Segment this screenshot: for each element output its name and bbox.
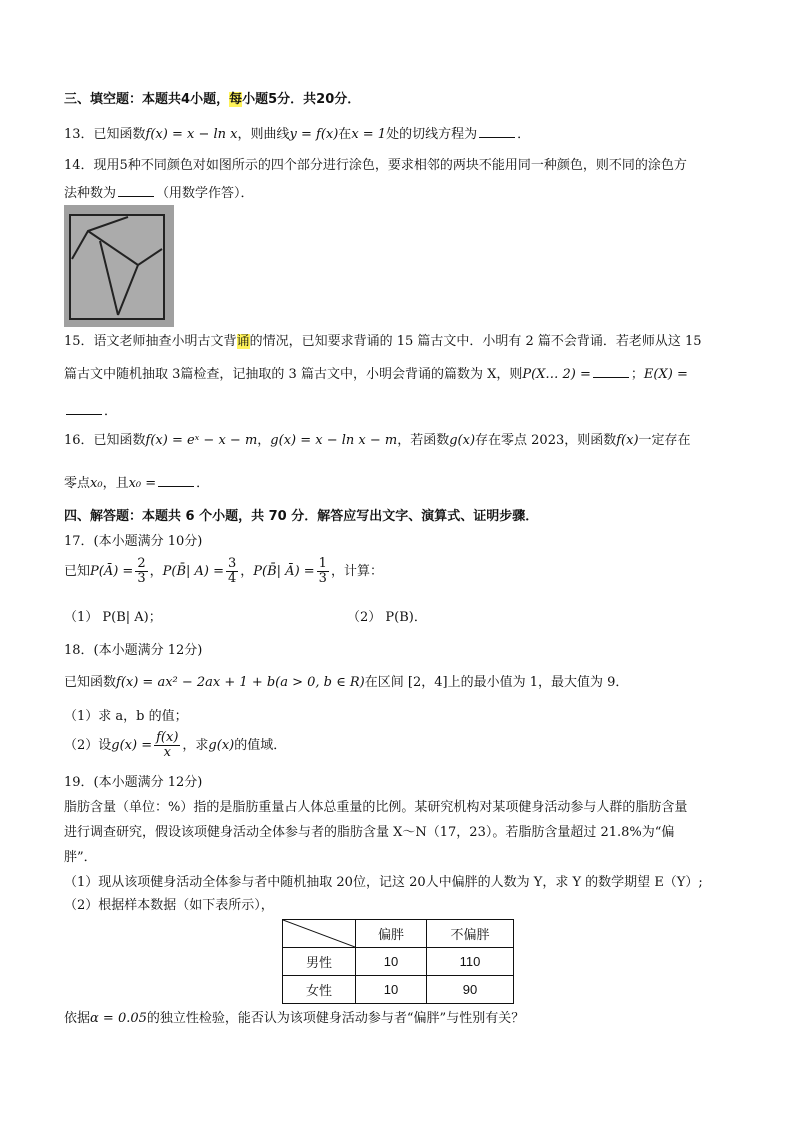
question-19-para2: 进行调查研究，假设该项健身活动全体参与者的脂肪含量 X～N（17，23）。若脂肪含量超过 21.8%为“偏 — [64, 825, 675, 840]
answer-blank — [118, 184, 154, 197]
question-17-header: 17．(本小题满分 10分) — [64, 534, 203, 549]
question-19-part2: （2）根据样本数据（如下表所示）， — [64, 898, 274, 913]
question-19-para3: 胖”． — [64, 850, 97, 865]
question-18-statement: 已知函数f(x) = ax² − 2ax + 1 + b(a > 0, b ∈ R)在区间 [2，4]上的最小值为 1，最大值为 9． — [64, 675, 629, 690]
question-17-part2: （2） P(B)． — [347, 610, 427, 625]
fraction: $\frac{1}{3}$ — [318, 556, 327, 586]
answer-blank — [593, 365, 629, 378]
diagonal-line — [283, 920, 355, 947]
table-cell: 10 — [356, 948, 427, 976]
fraction: $\frac{2}{3}$ — [137, 556, 146, 586]
table-cell: 女性 — [283, 976, 356, 1004]
question-18-part2: （2）设g(x) = $\frac{f(x)}{x}$ ，求g(x)的值域． — [64, 730, 287, 760]
table-cell: 110 — [427, 948, 514, 976]
question-17-given: 已知P(Ā) = $\frac{2}{3}$ ，P(B̄| A) = $\frac{3}{4}$ ，P(B̄| Ā) = $\frac{1}{3}$ ，计算： — [64, 556, 383, 586]
table-header-cell: 不偏胖 — [427, 920, 514, 948]
question-14-line2: 法种数为 （用数学作答）． — [64, 186, 254, 201]
question-16-line2: 零点x₀，且x₀ = ． — [64, 476, 210, 491]
question-16-line1: 16．已知函数f(x) = eˣ − x − m，g(x) = x − ln x − m，若函数g(x)存在零点 2023，则函数f(x)一定存在 — [64, 433, 691, 448]
table-cell: 90 — [427, 976, 514, 1004]
table-row — [283, 948, 514, 976]
question-17-part1: （1） P(B| A)； — [64, 610, 162, 625]
question-15-line3: ． — [64, 402, 117, 420]
answer-blank — [158, 474, 194, 487]
table-corner-cell — [283, 920, 356, 948]
table-row — [283, 976, 514, 1004]
answer-blank — [66, 402, 102, 415]
question-19-para1: 脂肪含量（单位：%）指的是脂肪重量占人体总重量的比例。某研究机构对某项健身活动参与人群的脂肪含量 — [64, 800, 688, 815]
answer-blank — [479, 125, 515, 138]
question-14-line1: 14．现用5种不同颜色对如图所示的四个部分进行涂色，要求相邻的两块不能用同一种颜色，则不同的涂色方 — [64, 158, 687, 173]
table-cell: 男性 — [283, 948, 356, 976]
table-cell: 10 — [356, 976, 427, 1004]
question-19-header: 19．(本小题满分 12分) — [64, 775, 203, 790]
section3-title: 三、填空题：本题共4小题，每小题5分．共20分． — [64, 92, 361, 107]
table-header-cell: 偏胖 — [356, 920, 427, 948]
sample-data-table — [282, 919, 514, 1004]
coloring-figure — [64, 205, 174, 327]
fraction: $\frac{3}{4}$ — [228, 556, 237, 586]
four-region-diagram — [64, 205, 174, 327]
question-15-line2: 篇古文中随机抽取 3篇检查，记抽取的 3 篇古文中，小明会背诵的篇数为 X，则P(X… 2) = ；E(X) = — [64, 367, 688, 382]
question-18-part1: （1）求 a，b 的值； — [64, 709, 188, 724]
question-15-line1: 15．语文老师抽查小明古文背诵的情况，已知要求背诵的 15 篇古文中．小明有 2 篇不会背诵．若老师从这 15 — [64, 334, 702, 349]
question-19-part1: （1）现从该项健身活动全体参与者中随机抽取 20位，记这 20人中偏胖的人数为 Y，求 Y 的数学期望 E（Y）; — [64, 875, 703, 890]
table-header-row — [283, 920, 514, 948]
section4-title: 四、解答题：本题共 6 个小题，共 70 分．解答应写出文字、演算式、证明步骤． — [64, 509, 539, 524]
question-19-conclusion: 依据α = 0.05的独立性检验，能否认为该项健身活动参与者“偏胖”与性别有关？ — [64, 1011, 525, 1026]
question-18-header: 18．(本小题满分 12分) — [64, 643, 203, 658]
fraction: $\frac{f(x)}{x}$ — [156, 730, 179, 760]
question-13: 13．已知函数f(x) = x − ln x，则曲线y = f(x)在x = 1处的切线方程为 ． — [64, 127, 531, 142]
